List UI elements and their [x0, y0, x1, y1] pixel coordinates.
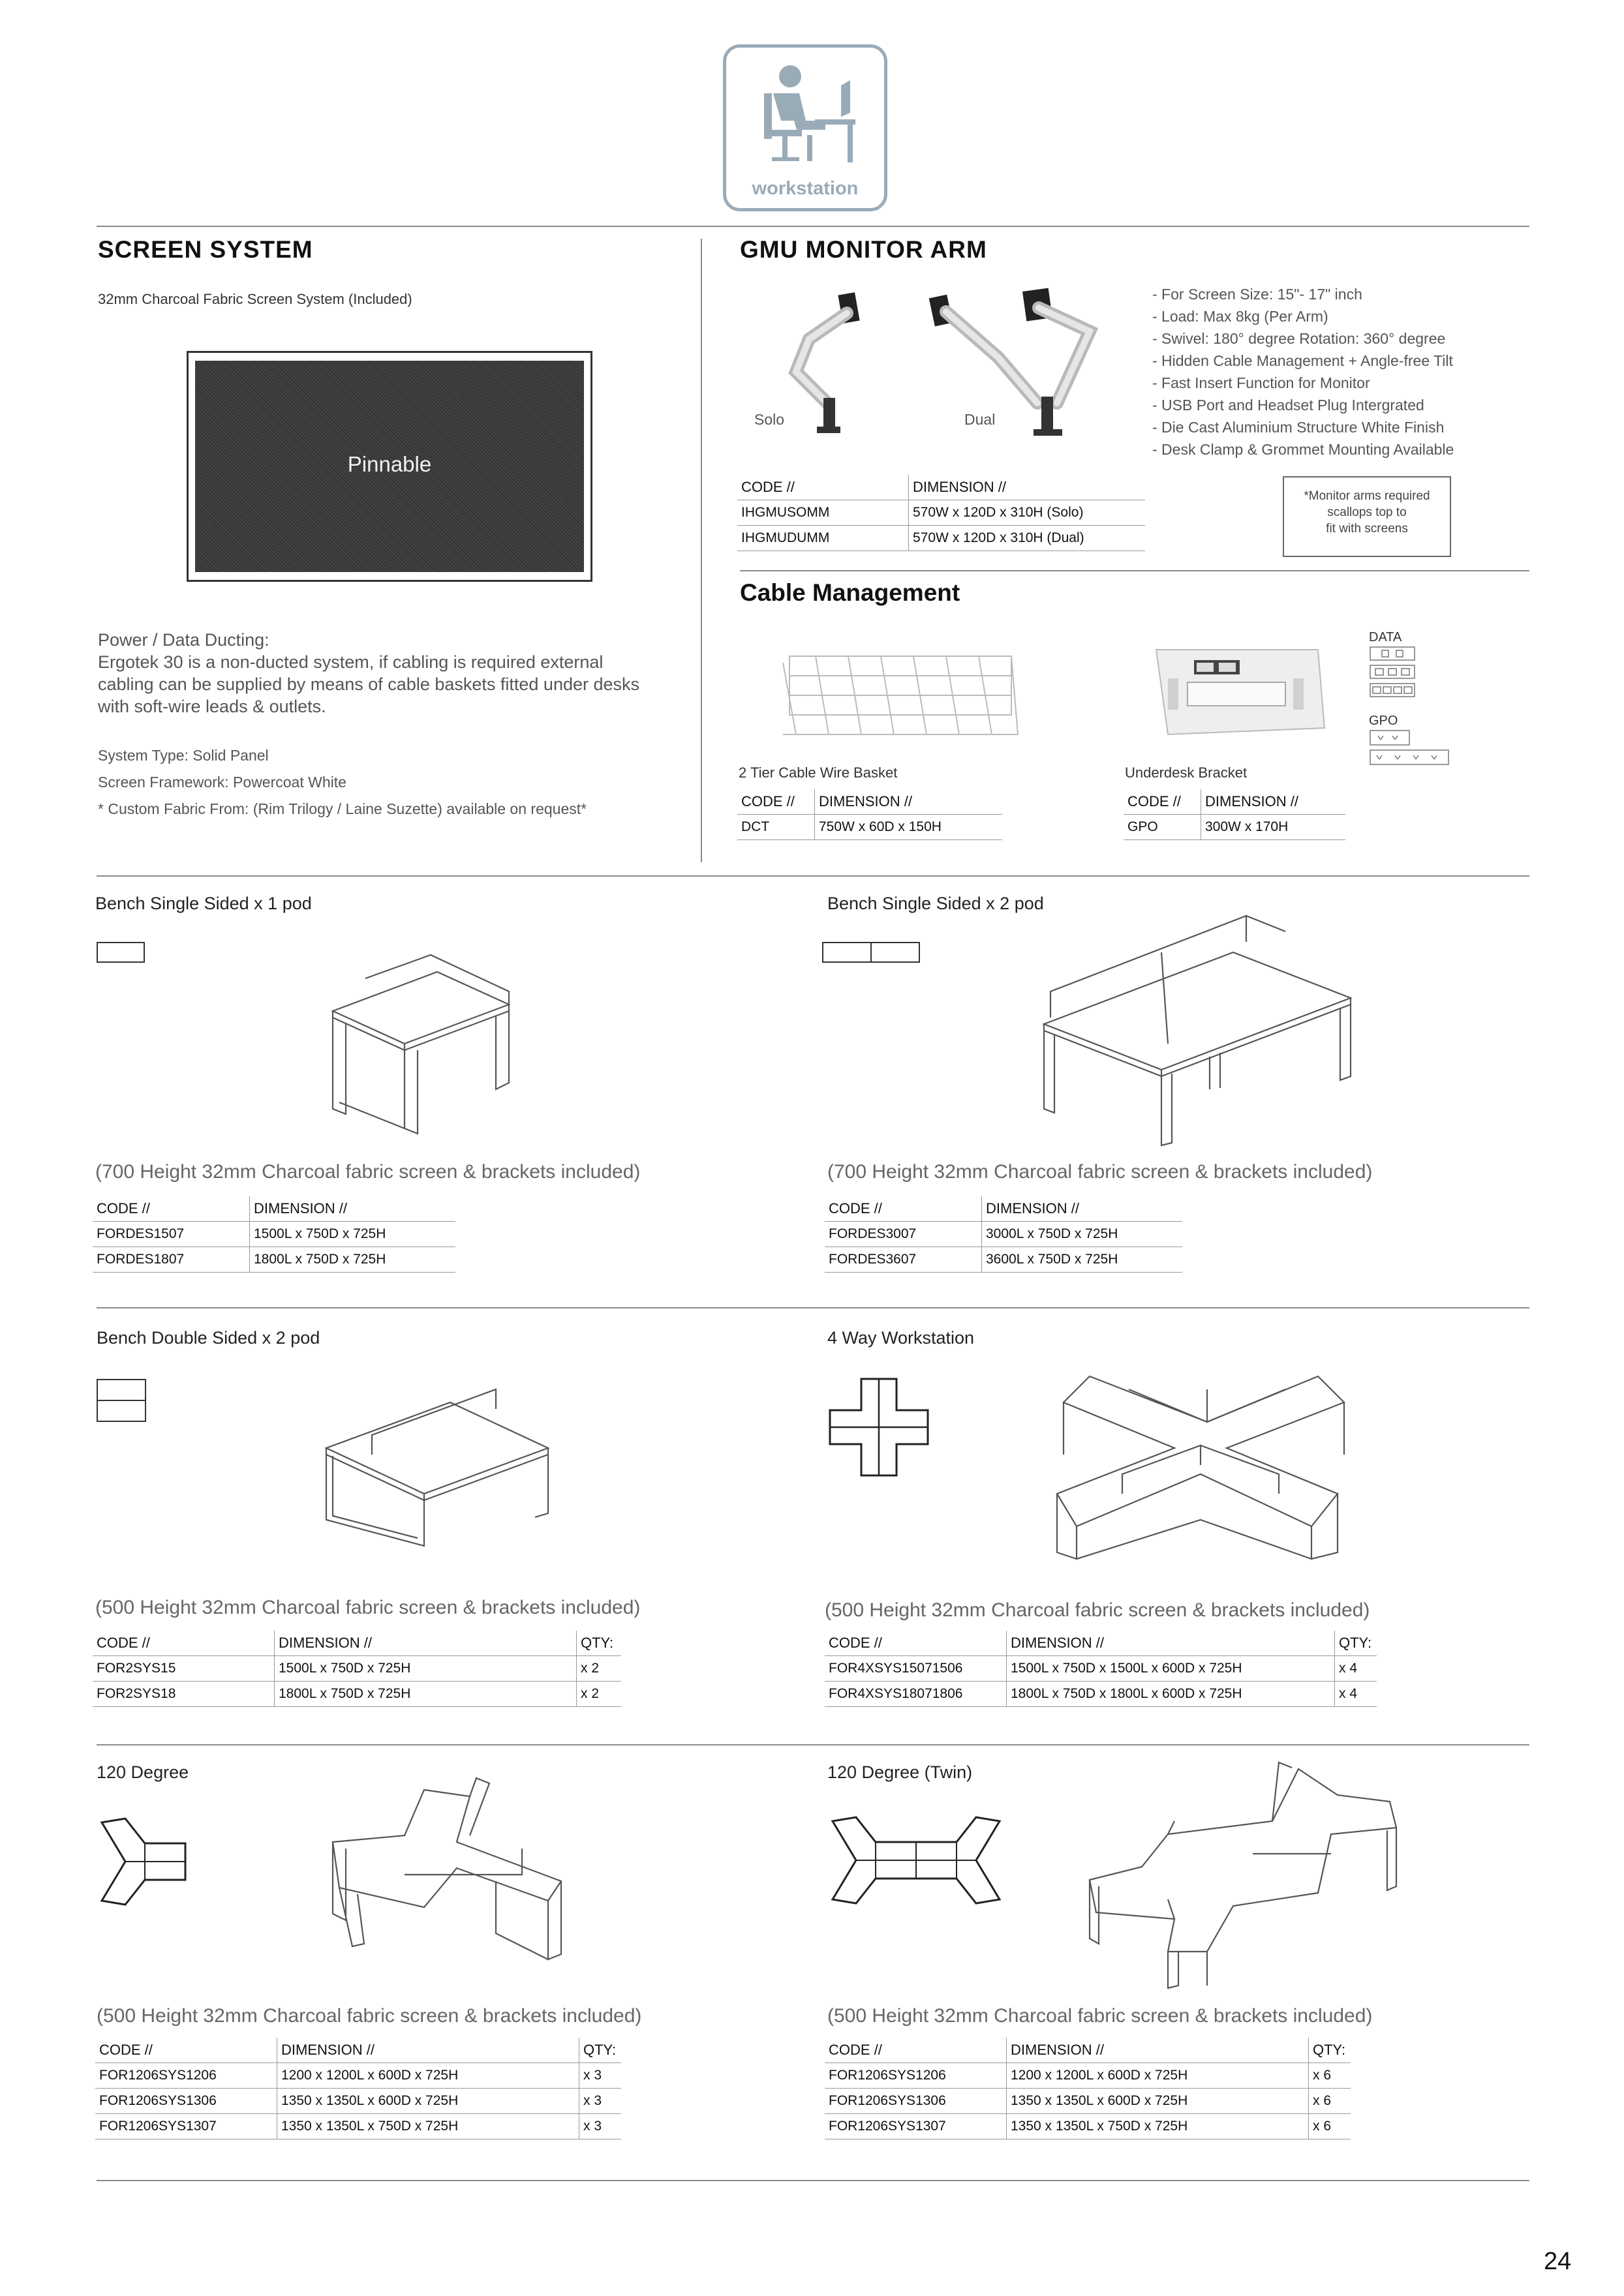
monitor-arm-title: GMU MONITOR ARM: [740, 236, 987, 263]
product-title: 120 Degree: [97, 1762, 189, 1782]
bench-single-1pod-drawing: [326, 952, 522, 1135]
product-note: (500 Height 32mm Charcoal fabric screen & brackets included): [95, 1597, 641, 1618]
section-divider-1: [97, 875, 1529, 877]
monitor-arm-features: - For Screen Size: 15"- 17" inch - Load: Max 8kg (Per Arm) - Swivel: 180° degree Rotation: 360° degree - Hidden Cable Management + Angle-free Tilt - Fast Insert Function for Monitor - USB Port and Headset Plug Intergrated - Die Cast Aluminium Structure White Finish - Desk Clamp & Grommet Mounting Available: [1152, 286, 1454, 458]
bench-single-2pod-drawing: [1037, 913, 1364, 1148]
product-title: 120 Degree (Twin): [827, 1762, 973, 1782]
plan-two-pod: [822, 942, 920, 963]
section-divider-3: [97, 1744, 1529, 1745]
bracket-label: Underdesk Bracket: [1125, 764, 1248, 781]
product-note: (500 Height 32mm Charcoal fabric screen & brackets included): [97, 2005, 642, 2027]
workstation-icon: [752, 62, 863, 173]
data-label: DATA: [1369, 630, 1402, 644]
bottom-divider: [97, 2180, 1529, 2181]
dual-monitor-arm-image: [927, 286, 1116, 449]
120-degree-twin-drawing: [1083, 1756, 1409, 1991]
solo-label: Solo: [754, 411, 785, 428]
product-title: Bench Single Sided x 1 pod: [95, 894, 312, 913]
panel-label: Pinnable: [347, 452, 432, 476]
plan-120-degree: [99, 1817, 191, 1909]
cable-basket-image: [776, 637, 1024, 754]
section-divider-2: [97, 1307, 1529, 1308]
plan-4-way: [829, 1378, 929, 1477]
cable-basket-table: CODE // DIMENSION // DCT 750W x 60D x 150H: [737, 789, 1002, 840]
product-title: 4 Way Workstation: [827, 1328, 975, 1348]
cable-management-title: Cable Management: [740, 579, 960, 606]
top-divider: [97, 226, 1529, 227]
product-note: (700 Height 32mm Charcoal fabric screen & brackets included): [827, 1161, 1373, 1183]
product-title: Bench Double Sided x 2 pod: [97, 1328, 320, 1348]
product-title: Bench Single Sided x 2 pod: [827, 894, 1044, 913]
plan-120-degree-twin: [830, 1816, 1002, 1907]
underdesk-bracket-table: CODE // DIMENSION // GPO 300W x 170H: [1124, 789, 1345, 840]
screen-system-title: SCREEN SYSTEM: [98, 236, 313, 263]
solo-monitor-arm-image: [770, 287, 887, 444]
product-note: (500 Height 32mm Charcoal fabric screen & brackets included): [827, 2005, 1373, 2027]
screen-system-subtitle: 32mm Charcoal Fabric Screen System (Included): [98, 291, 412, 307]
dual-label: Dual: [964, 411, 996, 428]
underdesk-bracket-image: [1148, 643, 1331, 748]
product-table: CODE // DIMENSION // QTY: FOR1206SYS1206 1200 x 1200L x 600D x 725H x 3 FOR1206SYS1306 1350 x 1350L x 600D x 725H x 3 FOR1206SYS1307 1350 x 1350L x 750D x 725H x 3: [95, 2038, 621, 2139]
basket-label: 2 Tier Cable Wire Basket: [739, 764, 898, 781]
plan-double-sided: [97, 1379, 146, 1422]
screen-specs: System Type: Solid Panel Screen Framework: Powercoat White * Custom Fabric From: (Rim Trilogy / Laine Suzette) available on request*: [98, 747, 587, 817]
gpo-label: GPO: [1369, 714, 1398, 728]
product-table: CODE // DIMENSION // QTY: FOR4XSYS15071506 1500L x 750D x 1500L x 600D x 725H x 4 FOR4XSYS18071806 1800L x 750D x 1800L x 600D x 725H x 4: [825, 1631, 1377, 1707]
bench-double-2pod-drawing: [320, 1383, 555, 1552]
plan-single-pod: [97, 942, 145, 963]
logo-label: workstation: [752, 178, 859, 199]
fabric-screen-panel: [187, 351, 592, 582]
product-note: (500 Height 32mm Charcoal fabric screen & brackets included): [825, 1599, 1370, 1621]
product-note: (700 Height 32mm Charcoal fabric screen & brackets included): [95, 1161, 641, 1183]
page-number: 24: [1544, 2248, 1572, 2275]
cable-divider: [740, 570, 1529, 571]
product-table: CODE // DIMENSION // QTY: FOR2SYS15 1500L x 750D x 725H x 2 FOR2SYS18 1800L x 750D x 725H x 2: [93, 1631, 621, 1707]
product-table: CODE // DIMENSION // FORDES1507 1500L x 750D x 725H FORDES1807 1800L x 750D x 725H: [93, 1196, 455, 1273]
workstation-logo: [723, 44, 887, 211]
120-degree-drawing: [326, 1777, 574, 1959]
column-divider: [701, 239, 702, 862]
gpo-outlets-icon: [1369, 729, 1454, 768]
monitor-arm-table: CODE // DIMENSION // IHGMUSOMM 570W x 120D x 310H (Solo) IHGMUDUMM 570W x 120D x 310H (Dual): [737, 475, 1145, 551]
data-outlets-icon: [1369, 646, 1421, 698]
monitor-arm-note-box: *Monitor arms required scallops top to fit with screens: [1283, 476, 1451, 557]
4-way-workstation-drawing: [1050, 1363, 1357, 1578]
power-ducting-text: Power / Data Ducting: Ergotek 30 is a non-ducted system, if cabling is required external cabling can be supplied by means of cable baskets fitted under desks with soft-wire leads & outlets.: [98, 630, 640, 716]
product-table: CODE // DIMENSION // FORDES3007 3000L x 750D x 725H FORDES3607 3600L x 750D x 725H: [825, 1196, 1182, 1273]
product-table: CODE // DIMENSION // QTY: FOR1206SYS1206 1200 x 1200L x 600D x 725H x 6 FOR1206SYS1306 1350 x 1350L x 600D x 725H x 6 FOR1206SYS1307 1350 x 1350L x 750D x 725H x 6: [825, 2038, 1351, 2139]
